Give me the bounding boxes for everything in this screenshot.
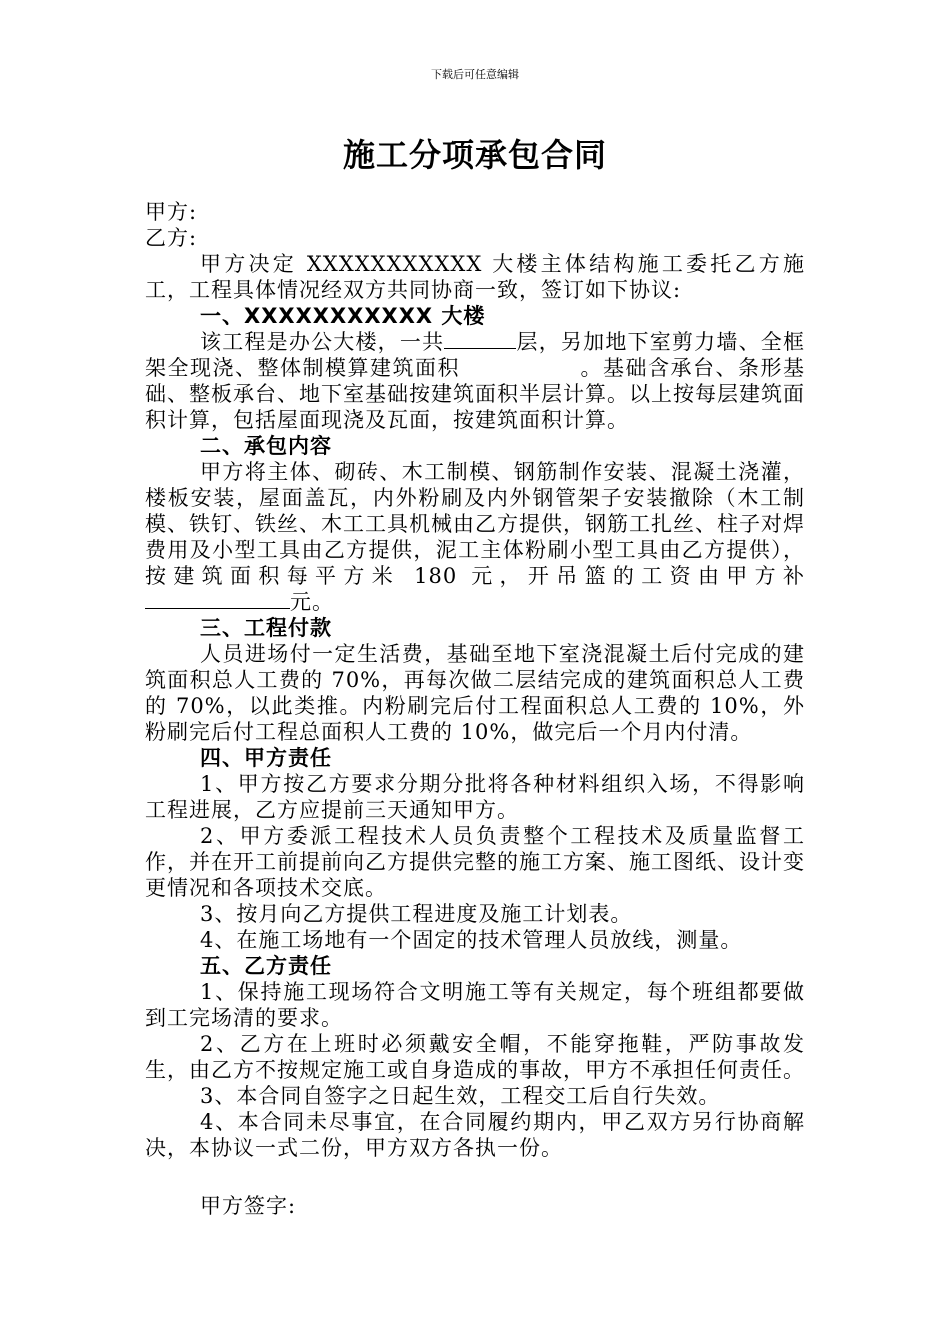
section-4-item: 2、甲方委派工程技术人员负责整个工程技术及质量监督工作，并在开工前提前向乙方提供完整的施工方案、施工图纸、设计变更情况和各项技术交底。 [145, 824, 805, 900]
party-a-line: 甲方: [145, 200, 198, 224]
section-2-text-a: 甲方将主体、砌砖、木工制模、钢筋制作安装、混凝土浇灌，楼板安装，屋面盖瓦，内外粉刷及内外钢管架子安装撤除（木工制模、铁钉、铁丝、木工工具机械由乙方提供，钢筋工扎丝、柱子对焊费用及小型工具由乙方提供，泥工主体粉刷小型工具由乙方提供），按建筑面积每平方米 180 元，开吊篮的工资由甲方补 [145, 460, 805, 588]
intro-paragraph: 甲方决定 XXXXXXXXXXX 大楼主体结构施工委托乙方施工，工程具体情况经双方共同协商一致，签订如下协议: [145, 252, 805, 302]
section-1-text-c: 。基础含承台、条形基础、整板承台、地下室基础按建筑面积半层计算。以上按每层建筑面积计算，包括屋面现浇及瓦面，按建筑面积计算。 [145, 356, 805, 432]
section-4-item: 1、甲方按乙方要求分期分批将各种材料组织入场，不得影响工程进展，乙方应提前三天通知甲方。 [145, 772, 805, 822]
floors-blank [444, 330, 516, 349]
section-1-paragraph [145, 329, 805, 433]
section-2-text-b: 元。 [290, 590, 334, 614]
signature-line: 甲方签字: [200, 1194, 297, 1218]
subsidy-blank [145, 590, 290, 609]
section-2-paragraph [145, 459, 805, 615]
section-1-heading: 一、XXXXXXXXXXX 大楼 [200, 304, 486, 328]
section-4-item: 4、在施工场地有一个固定的技术管理人员放线，测量。 [200, 928, 743, 952]
section-3-paragraph: 人员进场付一定生活费，基础至地下室浇混凝土后付完成的建筑面积总人工费的 70%，再每次做二层结完成的建筑面积总人工费的 70%，以此类推。内粉刷完后付工程面积总人工费的 10%，外粉刷完后付工程总面积人工费的 10%，做完后一个月内付清。 [145, 642, 805, 744]
section-5-item: 3、本合同自签字之日起生效，工程交工后自行失效。 [200, 1084, 721, 1108]
header-note: 下载后可任意编辑 [431, 68, 519, 81]
contract-body [145, 199, 805, 1219]
document-title: 施工分项承包合同 [342, 136, 607, 174]
area-blank [460, 356, 580, 375]
section-2-heading: 二、承包内容 [200, 434, 332, 458]
section-3-heading: 三、工程付款 [200, 616, 332, 640]
section-4-item: 3、按月向乙方提供工程进度及施工计划表。 [200, 902, 633, 926]
section-5-item: 2、乙方在上班时必须戴安全帽，不能穿拖鞋，严防事故发生，由乙方不按规定施工或自身造成的事故，甲方不承担任何责任。 [145, 1032, 805, 1082]
section-1-text-a: 该工程是办公大楼，一共 [200, 330, 445, 354]
party-b-line: 乙方: [145, 226, 198, 250]
section-1-text-b: 层，另加地下室剪力墙、全框架全现浇、整体制模算建筑面积 [145, 330, 806, 380]
section-5-item: 1、保持施工现场符合文明施工等有关规定，每个班组都要做到工完场清的要求。 [145, 980, 805, 1030]
section-5-item: 4、本合同未尽事宜，在合同履约期内，甲乙双方另行协商解决，本协议一式二份，甲方双方各执一份。 [145, 1110, 805, 1160]
section-4-heading: 四、甲方责任 [200, 746, 332, 770]
section-5-heading: 五、乙方责任 [200, 954, 332, 978]
